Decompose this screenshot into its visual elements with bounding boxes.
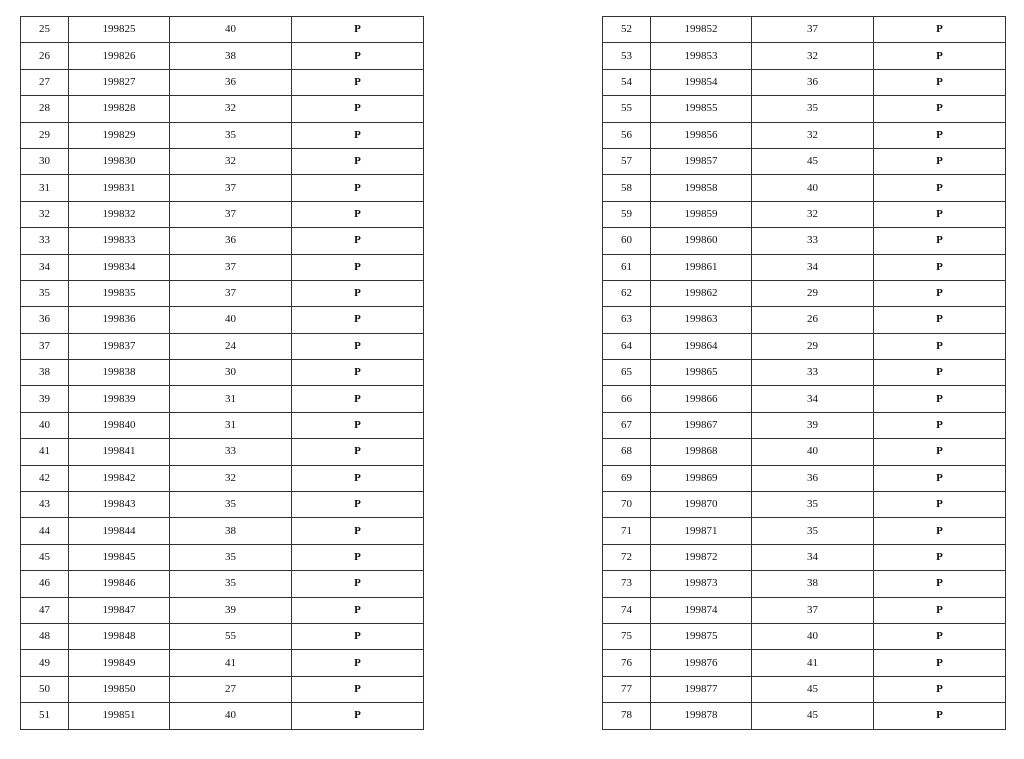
marks-cell: 41 xyxy=(170,650,292,676)
table-row xyxy=(603,650,1006,676)
marks-cell: 40 xyxy=(752,439,874,465)
marks-cell: 32 xyxy=(752,201,874,227)
marks-cell: 40 xyxy=(170,307,292,333)
marks-cell: 36 xyxy=(170,228,292,254)
roll-number-cell: 199843 xyxy=(69,492,170,518)
result-cell: P xyxy=(292,544,424,570)
serial-number-cell: 49 xyxy=(21,650,69,676)
roll-number-cell: 199872 xyxy=(651,544,752,570)
marks-cell: 36 xyxy=(752,69,874,95)
result-cell: P xyxy=(874,201,1006,227)
table-row xyxy=(21,333,424,359)
serial-number-cell: 50 xyxy=(21,676,69,702)
table-row xyxy=(21,96,424,122)
table-row xyxy=(603,43,1006,69)
results-table-right-body xyxy=(603,17,1006,730)
serial-number-cell: 70 xyxy=(603,492,651,518)
marks-cell: 31 xyxy=(170,412,292,438)
table-row xyxy=(603,623,1006,649)
marks-cell: 40 xyxy=(170,703,292,729)
table-row xyxy=(21,280,424,306)
result-cell: P xyxy=(292,703,424,729)
roll-number-cell: 199834 xyxy=(69,254,170,280)
marks-cell: 40 xyxy=(752,175,874,201)
table-row xyxy=(603,254,1006,280)
result-cell: P xyxy=(874,439,1006,465)
result-cell: P xyxy=(292,518,424,544)
table-row xyxy=(21,650,424,676)
marks-cell: 35 xyxy=(170,544,292,570)
serial-number-cell: 63 xyxy=(603,307,651,333)
roll-number-cell: 199857 xyxy=(651,148,752,174)
table-row xyxy=(603,17,1006,43)
marks-cell: 34 xyxy=(752,386,874,412)
table-row xyxy=(21,465,424,491)
result-cell: P xyxy=(874,386,1006,412)
serial-number-cell: 67 xyxy=(603,412,651,438)
result-cell: P xyxy=(874,623,1006,649)
result-cell: P xyxy=(292,386,424,412)
table-row xyxy=(603,492,1006,518)
table-row xyxy=(21,412,424,438)
results-table-right xyxy=(602,16,1006,730)
table-row xyxy=(21,43,424,69)
table-row xyxy=(603,280,1006,306)
result-cell: P xyxy=(292,623,424,649)
marks-cell: 30 xyxy=(170,360,292,386)
roll-number-cell: 199825 xyxy=(69,17,170,43)
roll-number-cell: 199864 xyxy=(651,333,752,359)
marks-cell: 35 xyxy=(752,492,874,518)
result-cell: P xyxy=(874,96,1006,122)
result-cell: P xyxy=(874,492,1006,518)
table-row xyxy=(603,544,1006,570)
marks-cell: 38 xyxy=(752,571,874,597)
roll-number-cell: 199865 xyxy=(651,360,752,386)
marks-cell: 45 xyxy=(752,148,874,174)
marks-cell: 37 xyxy=(752,597,874,623)
table-row xyxy=(21,571,424,597)
table-row xyxy=(603,175,1006,201)
roll-number-cell: 199877 xyxy=(651,676,752,702)
roll-number-cell: 199842 xyxy=(69,465,170,491)
roll-number-cell: 199870 xyxy=(651,492,752,518)
marks-cell: 34 xyxy=(752,544,874,570)
roll-number-cell: 199854 xyxy=(651,69,752,95)
table-row xyxy=(603,360,1006,386)
serial-number-cell: 75 xyxy=(603,623,651,649)
table-row xyxy=(603,122,1006,148)
serial-number-cell: 29 xyxy=(21,122,69,148)
serial-number-cell: 43 xyxy=(21,492,69,518)
table-row xyxy=(21,439,424,465)
result-cell: P xyxy=(292,492,424,518)
roll-number-cell: 199853 xyxy=(651,43,752,69)
roll-number-cell: 199868 xyxy=(651,439,752,465)
marks-cell: 35 xyxy=(752,518,874,544)
marks-cell: 36 xyxy=(752,465,874,491)
marks-cell: 39 xyxy=(752,412,874,438)
serial-number-cell: 73 xyxy=(603,571,651,597)
marks-cell: 55 xyxy=(170,623,292,649)
roll-number-cell: 199863 xyxy=(651,307,752,333)
table-row xyxy=(603,518,1006,544)
table-row xyxy=(21,386,424,412)
roll-number-cell: 199826 xyxy=(69,43,170,69)
marks-cell: 29 xyxy=(752,280,874,306)
result-cell: P xyxy=(874,518,1006,544)
marks-cell: 29 xyxy=(752,333,874,359)
table-row xyxy=(21,307,424,333)
marks-cell: 32 xyxy=(752,43,874,69)
table-row xyxy=(21,518,424,544)
marks-cell: 33 xyxy=(752,228,874,254)
table-row xyxy=(21,544,424,570)
table-row xyxy=(603,571,1006,597)
marks-cell: 33 xyxy=(170,439,292,465)
serial-number-cell: 59 xyxy=(603,201,651,227)
roll-number-cell: 199841 xyxy=(69,439,170,465)
marks-cell: 35 xyxy=(170,492,292,518)
serial-number-cell: 30 xyxy=(21,148,69,174)
result-cell: P xyxy=(292,254,424,280)
roll-number-cell: 199836 xyxy=(69,307,170,333)
table-row xyxy=(21,492,424,518)
marks-cell: 40 xyxy=(752,623,874,649)
result-cell: P xyxy=(292,43,424,69)
serial-number-cell: 56 xyxy=(603,122,651,148)
roll-number-cell: 199871 xyxy=(651,518,752,544)
marks-cell: 34 xyxy=(752,254,874,280)
result-cell: P xyxy=(874,43,1006,69)
result-cell: P xyxy=(292,571,424,597)
serial-number-cell: 52 xyxy=(603,17,651,43)
roll-number-cell: 199840 xyxy=(69,412,170,438)
result-cell: P xyxy=(874,175,1006,201)
result-cell: P xyxy=(874,571,1006,597)
roll-number-cell: 199849 xyxy=(69,650,170,676)
roll-number-cell: 199858 xyxy=(651,175,752,201)
marks-cell: 36 xyxy=(170,69,292,95)
roll-number-cell: 199847 xyxy=(69,597,170,623)
roll-number-cell: 199867 xyxy=(651,412,752,438)
marks-cell: 41 xyxy=(752,650,874,676)
serial-number-cell: 41 xyxy=(21,439,69,465)
serial-number-cell: 60 xyxy=(603,228,651,254)
result-cell: P xyxy=(874,544,1006,570)
result-cell: P xyxy=(292,676,424,702)
serial-number-cell: 53 xyxy=(603,43,651,69)
table-row xyxy=(603,439,1006,465)
result-cell: P xyxy=(874,254,1006,280)
result-cell: P xyxy=(874,69,1006,95)
result-cell: P xyxy=(292,148,424,174)
serial-number-cell: 26 xyxy=(21,43,69,69)
result-cell: P xyxy=(292,280,424,306)
table-row xyxy=(603,201,1006,227)
result-cell: P xyxy=(292,465,424,491)
roll-number-cell: 199855 xyxy=(651,96,752,122)
serial-number-cell: 65 xyxy=(603,360,651,386)
roll-number-cell: 199862 xyxy=(651,280,752,306)
serial-number-cell: 55 xyxy=(603,96,651,122)
result-cell: P xyxy=(874,703,1006,729)
marks-cell: 27 xyxy=(170,676,292,702)
roll-number-cell: 199846 xyxy=(69,571,170,597)
marks-cell: 24 xyxy=(170,333,292,359)
roll-number-cell: 199837 xyxy=(69,333,170,359)
serial-number-cell: 28 xyxy=(21,96,69,122)
result-cell: P xyxy=(292,175,424,201)
table-row xyxy=(21,254,424,280)
serial-number-cell: 37 xyxy=(21,333,69,359)
result-cell: P xyxy=(874,333,1006,359)
serial-number-cell: 69 xyxy=(603,465,651,491)
roll-number-cell: 199827 xyxy=(69,69,170,95)
serial-number-cell: 25 xyxy=(21,17,69,43)
serial-number-cell: 76 xyxy=(603,650,651,676)
roll-number-cell: 199832 xyxy=(69,201,170,227)
result-cell: P xyxy=(292,439,424,465)
serial-number-cell: 71 xyxy=(603,518,651,544)
table-row xyxy=(603,228,1006,254)
table-row xyxy=(603,676,1006,702)
table-row xyxy=(21,228,424,254)
serial-number-cell: 68 xyxy=(603,439,651,465)
serial-number-cell: 46 xyxy=(21,571,69,597)
results-table-left xyxy=(20,16,424,730)
serial-number-cell: 62 xyxy=(603,280,651,306)
table-row xyxy=(603,69,1006,95)
result-cell: P xyxy=(292,96,424,122)
roll-number-cell: 199828 xyxy=(69,96,170,122)
serial-number-cell: 35 xyxy=(21,280,69,306)
serial-number-cell: 33 xyxy=(21,228,69,254)
roll-number-cell: 199866 xyxy=(651,386,752,412)
marks-cell: 32 xyxy=(170,148,292,174)
result-cell: P xyxy=(874,148,1006,174)
roll-number-cell: 199848 xyxy=(69,623,170,649)
table-row xyxy=(21,623,424,649)
marks-cell: 38 xyxy=(170,518,292,544)
roll-number-cell: 199874 xyxy=(651,597,752,623)
serial-number-cell: 47 xyxy=(21,597,69,623)
result-cell: P xyxy=(874,360,1006,386)
table-row xyxy=(603,465,1006,491)
table-row xyxy=(603,333,1006,359)
table-row xyxy=(21,175,424,201)
marks-cell: 31 xyxy=(170,386,292,412)
table-row xyxy=(603,148,1006,174)
serial-number-cell: 32 xyxy=(21,201,69,227)
result-cell: P xyxy=(292,650,424,676)
serial-number-cell: 64 xyxy=(603,333,651,359)
result-cell: P xyxy=(292,201,424,227)
serial-number-cell: 78 xyxy=(603,703,651,729)
table-row xyxy=(21,360,424,386)
serial-number-cell: 31 xyxy=(21,175,69,201)
roll-number-cell: 199844 xyxy=(69,518,170,544)
result-cell: P xyxy=(292,122,424,148)
serial-number-cell: 45 xyxy=(21,544,69,570)
marks-cell: 35 xyxy=(170,122,292,148)
serial-number-cell: 57 xyxy=(603,148,651,174)
serial-number-cell: 77 xyxy=(603,676,651,702)
serial-number-cell: 66 xyxy=(603,386,651,412)
table-row xyxy=(603,386,1006,412)
result-cell: P xyxy=(874,307,1006,333)
marks-cell: 37 xyxy=(170,201,292,227)
marks-cell: 45 xyxy=(752,703,874,729)
marks-cell: 37 xyxy=(170,175,292,201)
roll-number-cell: 199852 xyxy=(651,17,752,43)
serial-number-cell: 74 xyxy=(603,597,651,623)
result-cell: P xyxy=(292,307,424,333)
result-cell: P xyxy=(874,597,1006,623)
table-row xyxy=(21,703,424,729)
result-cell: P xyxy=(874,412,1006,438)
table-row xyxy=(21,148,424,174)
roll-number-cell: 199859 xyxy=(651,201,752,227)
roll-number-cell: 199861 xyxy=(651,254,752,280)
marks-cell: 33 xyxy=(752,360,874,386)
roll-number-cell: 199856 xyxy=(651,122,752,148)
result-cell: P xyxy=(874,17,1006,43)
roll-number-cell: 199875 xyxy=(651,623,752,649)
roll-number-cell: 199839 xyxy=(69,386,170,412)
roll-number-cell: 199845 xyxy=(69,544,170,570)
marks-cell: 37 xyxy=(170,254,292,280)
roll-number-cell: 199830 xyxy=(69,148,170,174)
roll-number-cell: 199878 xyxy=(651,703,752,729)
serial-number-cell: 58 xyxy=(603,175,651,201)
table-row xyxy=(21,201,424,227)
marks-cell: 26 xyxy=(752,307,874,333)
marks-cell: 40 xyxy=(170,17,292,43)
table-row xyxy=(21,597,424,623)
serial-number-cell: 27 xyxy=(21,69,69,95)
marks-cell: 45 xyxy=(752,676,874,702)
marks-cell: 35 xyxy=(752,96,874,122)
serial-number-cell: 44 xyxy=(21,518,69,544)
roll-number-cell: 199860 xyxy=(651,228,752,254)
result-cell: P xyxy=(874,280,1006,306)
table-row xyxy=(21,17,424,43)
roll-number-cell: 199850 xyxy=(69,676,170,702)
serial-number-cell: 42 xyxy=(21,465,69,491)
roll-number-cell: 199873 xyxy=(651,571,752,597)
serial-number-cell: 72 xyxy=(603,544,651,570)
serial-number-cell: 54 xyxy=(603,69,651,95)
table-row xyxy=(603,412,1006,438)
table-row xyxy=(603,597,1006,623)
result-cell: P xyxy=(874,650,1006,676)
roll-number-cell: 199833 xyxy=(69,228,170,254)
serial-number-cell: 38 xyxy=(21,360,69,386)
result-cell: P xyxy=(292,228,424,254)
result-cell: P xyxy=(874,676,1006,702)
roll-number-cell: 199869 xyxy=(651,465,752,491)
roll-number-cell: 199829 xyxy=(69,122,170,148)
serial-number-cell: 51 xyxy=(21,703,69,729)
serial-number-cell: 36 xyxy=(21,307,69,333)
roll-number-cell: 199838 xyxy=(69,360,170,386)
result-cell: P xyxy=(874,465,1006,491)
table-row xyxy=(603,307,1006,333)
serial-number-cell: 48 xyxy=(21,623,69,649)
roll-number-cell: 199876 xyxy=(651,650,752,676)
result-cell: P xyxy=(292,17,424,43)
result-cell: P xyxy=(292,360,424,386)
table-row xyxy=(603,703,1006,729)
serial-number-cell: 61 xyxy=(603,254,651,280)
marks-cell: 32 xyxy=(752,122,874,148)
result-cell: P xyxy=(874,122,1006,148)
table-row xyxy=(21,69,424,95)
roll-number-cell: 199835 xyxy=(69,280,170,306)
results-table-left-body xyxy=(21,17,424,730)
table-row xyxy=(21,676,424,702)
marks-cell: 32 xyxy=(170,96,292,122)
marks-cell: 32 xyxy=(170,465,292,491)
roll-number-cell: 199851 xyxy=(69,703,170,729)
marks-cell: 38 xyxy=(170,43,292,69)
result-cell: P xyxy=(292,597,424,623)
result-cell: P xyxy=(292,69,424,95)
serial-number-cell: 40 xyxy=(21,412,69,438)
serial-number-cell: 39 xyxy=(21,386,69,412)
marks-cell: 37 xyxy=(752,17,874,43)
marks-cell: 39 xyxy=(170,597,292,623)
result-cell: P xyxy=(292,412,424,438)
marks-cell: 37 xyxy=(170,280,292,306)
result-cell: P xyxy=(874,228,1006,254)
result-cell: P xyxy=(292,333,424,359)
roll-number-cell: 199831 xyxy=(69,175,170,201)
table-row xyxy=(21,122,424,148)
table-row xyxy=(603,96,1006,122)
marks-cell: 35 xyxy=(170,571,292,597)
serial-number-cell: 34 xyxy=(21,254,69,280)
